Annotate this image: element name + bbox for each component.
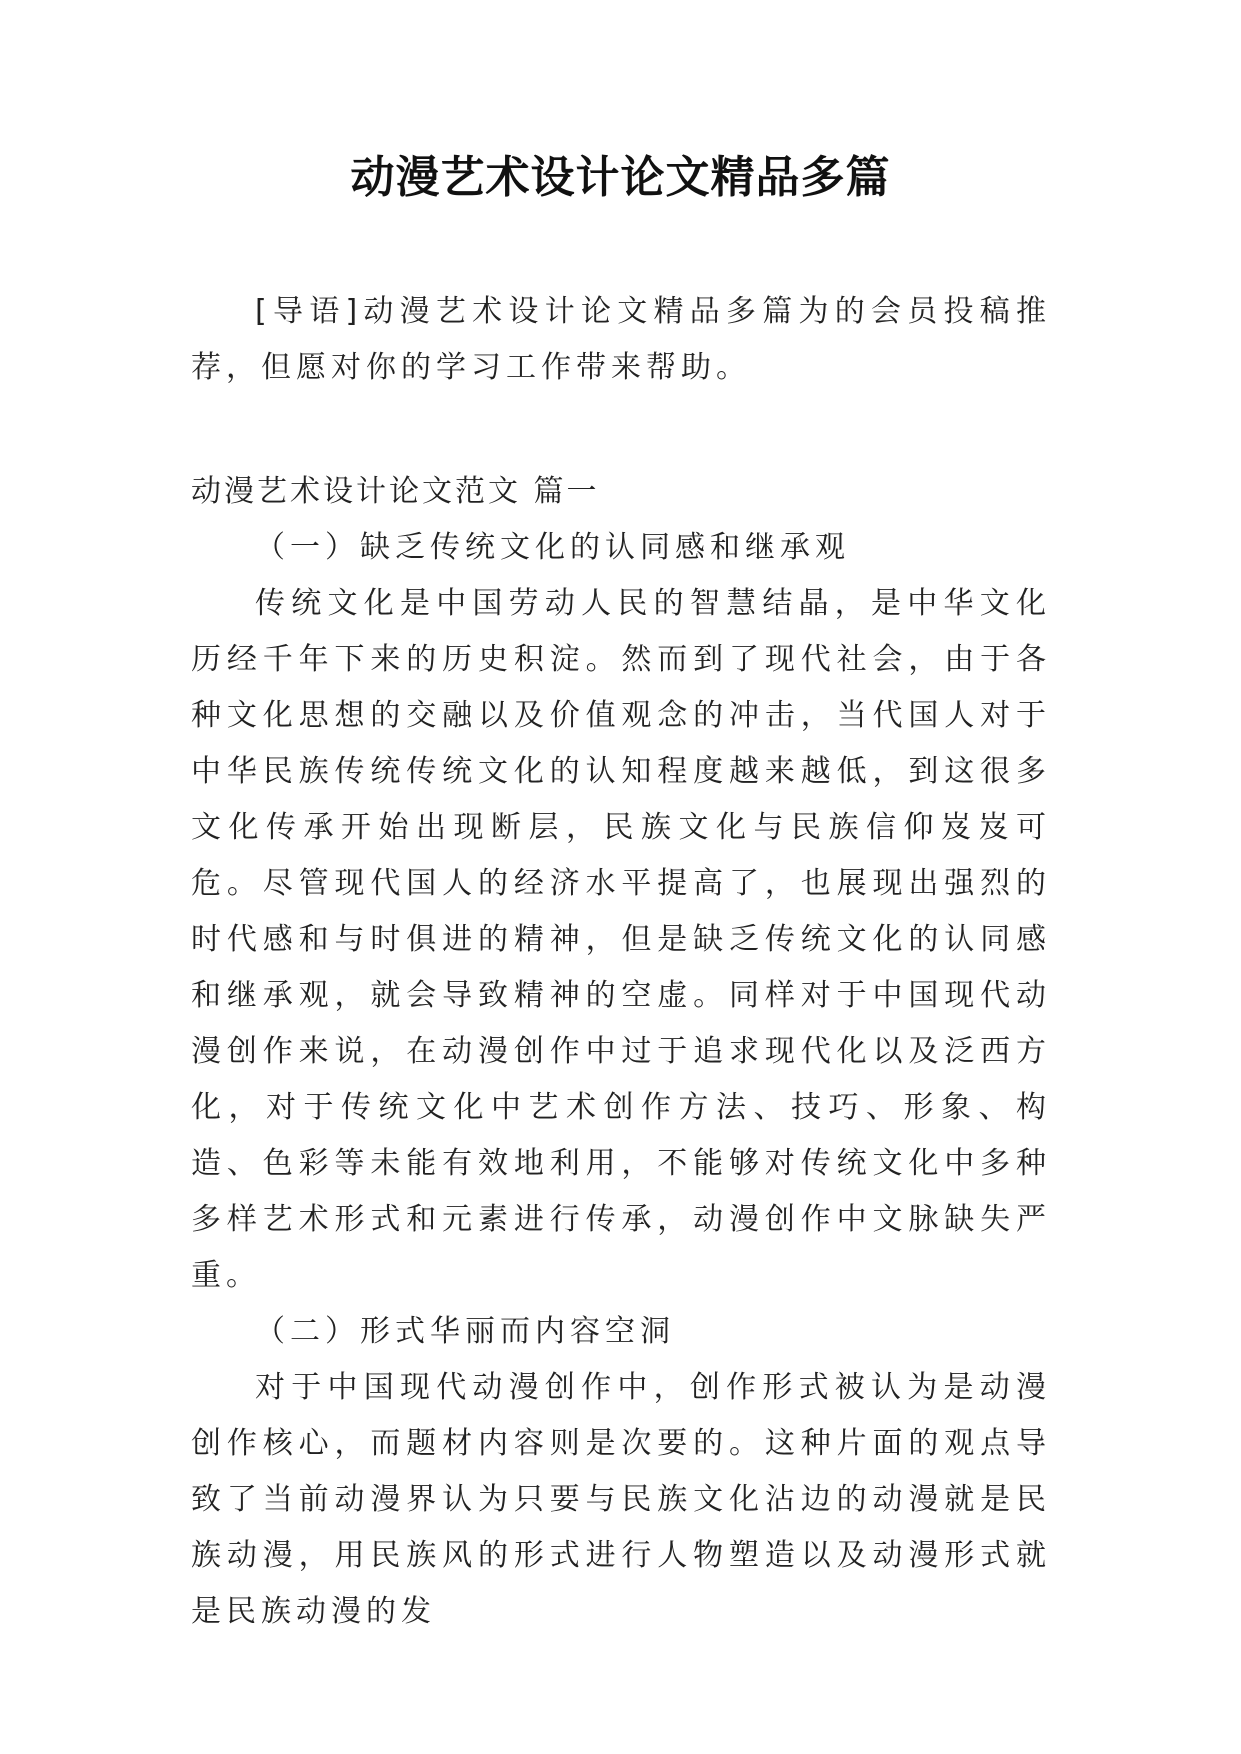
subheading-2: （二）形式华丽而内容空洞 [255,1314,675,1349]
document-title: 动漫艺术设计论文精品多篇 [350,152,891,203]
section-title: 动漫艺术设计论文范文 篇一 [191,474,600,509]
section-body [191,520,1051,1640]
paragraph-2: 对于中国现代动漫创作中，创作形式被认为是动漫创作核心，而题材内容则是次要的。这种片面的观点导致了当前动漫界认为只要与民族文化沾边的动漫就是民族动漫，用民族风的形式进行人物塑造以及动漫形式就是民族动漫的发 [191,1370,1051,1629]
paragraph-1: 传统文化是中国劳动人民的智慧结晶，是中华文化历经千年下来的历史积淀。然而到了现代社会，由于各种文化思想的交融以及价值观念的冲击，当代国人对于中华民族传统传统文化的认知程度越来越低，到这很多文化传承开始出现断层，民族文化与民族信仰岌岌可危。尽管现代国人的经济水平提高了，也展现出强烈的时代感和与时俱进的精神，但是缺乏传统文化的认同感和继承观，就会导致精神的空虚。同样对于中国现代动漫创作来说，在动漫创作中过于追求现代化以及泛西方化，对于传统文化中艺术创作方法、技巧、形象、构造、色彩等未能有效地利用，不能够对传统文化中多种多样艺术形式和元素进行传承，动漫创作中文脉缺失严重。 [191,586,1051,1293]
intro-paragraph: [导语]动漫艺术设计论文精品多篇为的会员投稿推荐，但愿对你的学习工作带来帮助。 [191,294,1051,385]
intro-block [191,284,1051,396]
subheading-1: （一）缺乏传统文化的认同感和继承观 [255,530,850,565]
